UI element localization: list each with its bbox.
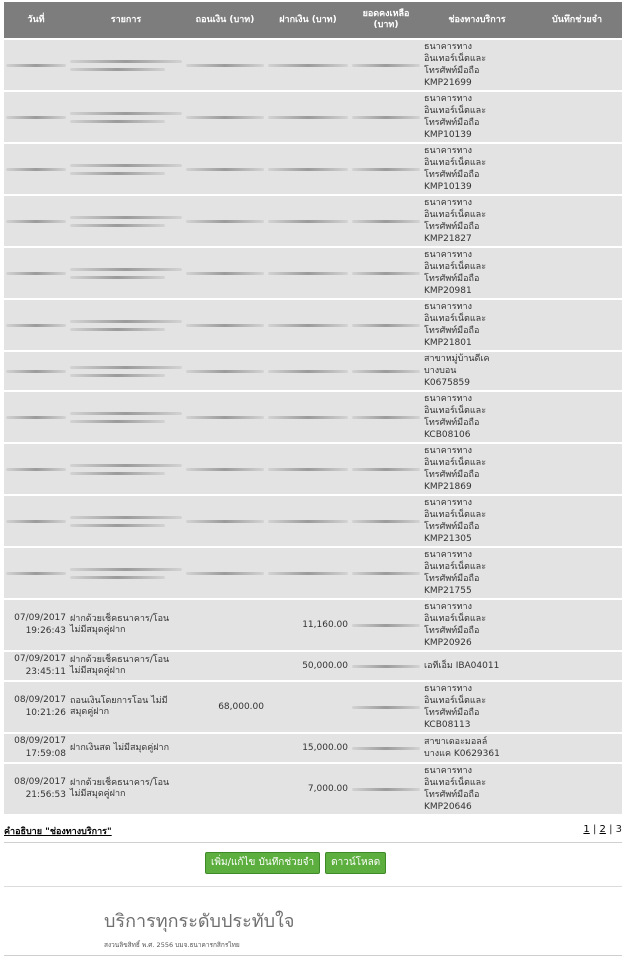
redacted-text [352,624,420,627]
cell-channel [422,92,532,142]
channel-line: ธนาคารทาง [424,684,472,694]
redacted-text [6,572,66,575]
redacted-text [186,370,264,373]
cell-channel [422,496,532,546]
cell-deposit: 7,000.00 [266,764,350,814]
redacted-text [70,120,165,123]
redacted-text [6,416,66,419]
cell-withdraw [184,300,266,350]
cell-description [68,248,184,298]
header-date: วันที่ [4,2,68,38]
cell-balance [350,444,422,494]
channel-line: อินเทอร์เน็ตและ [424,314,487,324]
cell-balance [350,248,422,298]
header-description: รายการ [68,2,184,38]
channel-line: บางบอน [424,366,457,376]
channel-line: โทรศัพท์มือถือ [424,274,480,284]
redacted-text [352,116,420,119]
redacted-text [186,272,264,275]
redacted-text [70,68,165,71]
page-separator: | [605,824,616,835]
redacted-text [6,64,66,67]
cell-memo [532,248,622,298]
channel-line: ธนาคารทาง [424,446,472,456]
table-row [4,548,622,598]
cell-deposit [266,548,350,598]
cell-deposit [266,392,350,442]
cell-balance [350,144,422,194]
channel-line: อินเทอร์เน็ตและ [424,106,487,116]
statement-table [4,0,622,816]
transaction-time: 10:21:26 [25,708,66,718]
table-row [4,352,622,390]
redacted-text [352,416,420,419]
redacted-text [268,116,348,119]
redacted-text [268,468,348,471]
cell-memo [532,300,622,350]
redacted-text [352,272,420,275]
cell-withdraw [184,496,266,546]
cell-description: ฝากด้วยเช็คธนาคาร/โอน ไม่มีสมุดคู่ฝาก [68,764,184,814]
redacted-text [268,520,348,523]
channel-line: อินเทอร์เน็ตและ [424,778,487,788]
channel-line: KMP10139 [424,182,472,192]
cell-date [4,392,68,442]
redacted-text [268,64,348,67]
redacted-text [268,220,348,223]
redacted-text [186,64,264,67]
cell-date [4,144,68,194]
cell-deposit: 11,160.00 [266,600,350,650]
redacted-text [352,324,420,327]
cell-channel [422,652,532,680]
cell-memo [532,444,622,494]
redacted-text [6,468,66,471]
channel-line: KMP20646 [424,802,472,812]
redacted-text [70,268,182,271]
cell-withdraw [184,734,266,762]
channel-line: ธนาคารทาง [424,146,472,156]
cell-deposit [266,682,350,732]
channel-line: อินเทอร์เน็ตและ [424,54,487,64]
header-deposit: ฝากเงิน (บาท) [266,2,350,38]
transaction-date: 07/09/2017 [14,654,66,664]
cell-description [68,352,184,390]
redacted-text [186,168,264,171]
channel-line: KMP20926 [424,638,472,648]
redacted-text [70,420,165,423]
cell-withdraw [184,764,266,814]
cell-description [68,40,184,90]
table-row [4,144,622,194]
cell-memo [532,92,622,142]
redacted-text [70,164,182,167]
channel-line: บางแค K0629361 [424,749,500,759]
transaction-date: 07/09/2017 [14,613,66,623]
table-row [4,652,622,680]
channel-line: K0675859 [424,378,470,388]
cell-date [4,92,68,142]
channel-line: KMP21827 [424,234,472,244]
redacted-text [352,665,420,668]
cell-deposit [266,248,350,298]
channel-line: KCB08106 [424,430,471,440]
cell-deposit [266,444,350,494]
channel-line: โทรศัพท์มือถือ [424,708,480,718]
cell-memo [532,40,622,90]
cell-date [4,652,68,680]
redacted-text [6,324,66,327]
redacted-text [352,468,420,471]
table-row [4,496,622,546]
cell-memo [532,548,622,598]
cell-date [4,352,68,390]
channel-line: โทรศัพท์มือถือ [424,222,480,232]
cell-date [4,548,68,598]
cell-memo [532,352,622,390]
redacted-text [352,706,420,709]
cell-withdraw [184,40,266,90]
action-buttons [205,852,386,874]
cell-balance [350,652,422,680]
channel-line: ธนาคารทาง [424,250,472,260]
header-balance: ยอดคงเหลือ (บาท) [350,2,422,38]
cell-deposit: 15,000.00 [266,734,350,762]
channel-line: KMP10139 [424,130,472,140]
table-row [4,392,622,442]
channel-line: ธนาคารทาง [424,602,472,612]
table-row [4,248,622,298]
redacted-text [6,168,66,171]
table-row [4,444,622,494]
page-link-2[interactable]: 2 [599,824,606,835]
redacted-text [70,60,182,63]
channel-line: KMP21699 [424,78,472,88]
channel-line: อินเทอร์เน็ตและ [424,696,487,706]
channel-line: KCB08113 [424,720,471,730]
transaction-date: 08/09/2017 [14,736,66,746]
cell-description: ฝากด้วยเช็คธนาคาร/โอน ไม่มีสมุดคู่ฝาก [68,652,184,680]
redacted-text [186,416,264,419]
table-footer [4,822,622,838]
divider [4,842,622,843]
table-row [4,682,622,732]
channel-line: ธนาคารทาง [424,94,472,104]
cell-memo [532,496,622,546]
cell-balance [350,92,422,142]
cell-channel [422,444,532,494]
redacted-text [268,272,348,275]
channel-line: ธนาคารทาง [424,302,472,312]
cell-withdraw [184,600,266,650]
divider [4,886,622,887]
redacted-text [268,572,348,575]
cell-channel [422,734,532,762]
redacted-text [70,328,165,331]
cell-deposit [266,196,350,246]
table-row [4,764,622,814]
cell-withdraw [184,196,266,246]
redacted-text [352,788,420,791]
channel-line: เอทีเอ็ม IBA04011 [424,661,500,671]
channel-line: อินเทอร์เน็ตและ [424,406,487,416]
cell-withdraw: 68,000.00 [184,682,266,732]
transaction-time: 19:26:43 [25,626,66,636]
channel-line: KMP21869 [424,482,472,492]
cell-description [68,196,184,246]
redacted-text [186,468,264,471]
redacted-text [70,224,165,227]
cell-deposit [266,300,350,350]
channel-legend-link[interactable]: คำอธิบาย "ช่องทางบริการ" [4,827,112,837]
cell-channel [422,392,532,442]
cell-date [4,764,68,814]
channel-line: อินเทอร์เน็ตและ [424,510,487,520]
redacted-text [352,168,420,171]
cell-description [68,392,184,442]
table-row [4,734,622,762]
redacted-text [6,520,66,523]
cell-deposit [266,92,350,142]
page-link-1[interactable]: 1 [583,824,590,835]
cell-balance [350,392,422,442]
channel-line: โทรศัพท์มือถือ [424,118,480,128]
cell-memo [532,392,622,442]
cell-channel [422,300,532,350]
cell-description: ถอนเงินโดยการโอน ไม่มีสมุดคู่ฝาก [68,682,184,732]
redacted-text [268,324,348,327]
redacted-text [352,64,420,67]
cell-memo [532,682,622,732]
header-withdraw: ถอนเงิน (บาท) [184,2,266,38]
channel-line: อินเทอร์เน็ตและ [424,562,487,572]
copyright-text: สงวนลิขสิทธิ์ พ.ศ. 2556 บมจ.ธนาคารกสิกรไทย [104,941,240,949]
cell-balance [350,352,422,390]
channel-line: อินเทอร์เน็ตและ [424,210,487,220]
cell-description [68,92,184,142]
cell-date [4,444,68,494]
channel-line: โทรศัพท์มือถือ [424,522,480,532]
cell-memo [532,734,622,762]
cell-channel [422,764,532,814]
cell-deposit: 50,000.00 [266,652,350,680]
cell-balance [350,764,422,814]
redacted-text [70,516,182,519]
channel-line: ธนาคารทาง [424,766,472,776]
cell-deposit [266,496,350,546]
redacted-text [70,524,165,527]
cell-channel [422,144,532,194]
channel-line: KMP20981 [424,286,472,296]
cell-channel [422,40,532,90]
cell-description [68,300,184,350]
channel-line: KMP21755 [424,586,472,596]
cell-memo [532,196,622,246]
cell-withdraw [184,248,266,298]
redacted-text [352,572,420,575]
redacted-text [268,168,348,171]
redacted-text [6,116,66,119]
cell-description [68,496,184,546]
redacted-text [70,216,182,219]
cell-withdraw [184,92,266,142]
redacted-text [352,747,420,750]
redacted-text [70,320,182,323]
channel-line: โทรศัพท์มือถือ [424,626,480,636]
channel-line: สาขาหมู่บ้านดีเค [424,354,490,364]
cell-balance [350,196,422,246]
channel-line: สาขาเดอะมอลล์ [424,737,488,747]
cell-balance [350,734,422,762]
divider [4,955,622,956]
table-row [4,300,622,350]
table-row [4,600,622,650]
redacted-text [186,324,264,327]
cell-channel [422,682,532,732]
channel-line: โทรศัพท์มือถือ [424,790,480,800]
redacted-text [268,370,348,373]
redacted-text [352,370,420,373]
redacted-text [352,220,420,223]
cell-balance [350,40,422,90]
channel-line: โทรศัพท์มือถือ [424,170,480,180]
cell-date [4,196,68,246]
cell-description [68,444,184,494]
channel-line: อินเทอร์เน็ตและ [424,158,487,168]
cell-description [68,144,184,194]
cell-withdraw [184,444,266,494]
cell-channel [422,600,532,650]
edit-memo-button[interactable]: เพิ่ม/แก้ไข บันทึกช่วยจำ [205,852,320,874]
channel-line: KMP21801 [424,338,472,348]
redacted-text [186,520,264,523]
table-header-row [4,2,622,38]
pagination [583,824,622,835]
transaction-time: 23:45:11 [25,667,66,677]
table-body [4,40,622,814]
cell-memo [532,144,622,194]
redacted-text [186,116,264,119]
channel-line: อินเทอร์เน็ตและ [424,262,487,272]
cell-balance [350,600,422,650]
transaction-date: 08/09/2017 [14,777,66,787]
channel-line: KMP21305 [424,534,472,544]
cell-channel [422,248,532,298]
cell-withdraw [184,352,266,390]
cell-channel [422,352,532,390]
channel-line: โทรศัพท์มือถือ [424,326,480,336]
cell-memo [532,764,622,814]
cell-deposit [266,144,350,194]
redacted-text [70,576,165,579]
cell-date [4,600,68,650]
cell-balance [350,548,422,598]
transaction-date: 08/09/2017 [14,695,66,705]
header-channel: ช่องทางบริการ [422,2,532,38]
cell-withdraw [184,144,266,194]
cell-memo [532,652,622,680]
channel-line: ธนาคารทาง [424,42,472,52]
bank-slogan: บริการทุกระดับประทับใจ [104,911,295,932]
page-current: 3 [615,824,622,835]
cell-channel [422,196,532,246]
page-separator: | [589,824,600,835]
cell-date [4,496,68,546]
cell-withdraw [184,392,266,442]
redacted-text [70,366,182,369]
cell-withdraw [184,548,266,598]
channel-line: อินเทอร์เน็ตและ [424,458,487,468]
redacted-text [352,520,420,523]
redacted-text [6,272,66,275]
redacted-text [268,416,348,419]
table-row [4,92,622,142]
channel-line: โทรศัพท์มือถือ [424,470,480,480]
transaction-time: 17:59:08 [25,749,66,759]
download-button[interactable]: ดาวน์โหลด [325,852,386,874]
cell-date [4,682,68,732]
cell-balance [350,300,422,350]
redacted-text [186,572,264,575]
redacted-text [70,276,165,279]
cell-balance [350,496,422,546]
cell-description: ฝากเงินสด ไม่มีสมุดคู่ฝาก [68,734,184,762]
cell-date [4,734,68,762]
cell-balance [350,682,422,732]
redacted-text [70,412,182,415]
channel-line: ธนาคารทาง [424,550,472,560]
channel-line: โทรศัพท์มือถือ [424,574,480,584]
redacted-text [70,568,182,571]
redacted-text [70,464,182,467]
redacted-text [70,374,165,377]
cell-withdraw [184,652,266,680]
cell-channel [422,548,532,598]
header-memo: บันทึกช่วยจำ [532,2,622,38]
redacted-text [6,370,66,373]
channel-line: อินเทอร์เน็ตและ [424,614,487,624]
cell-date [4,300,68,350]
channel-line: ธนาคารทาง [424,394,472,404]
table-row [4,196,622,246]
redacted-text [70,112,182,115]
cell-deposit [266,40,350,90]
redacted-text [70,472,165,475]
table-row [4,40,622,90]
redacted-text [186,220,264,223]
cell-description [68,548,184,598]
redacted-text [70,172,165,175]
cell-description: ฝากด้วยเช็คธนาคาร/โอน ไม่มีสมุดคู่ฝาก [68,600,184,650]
channel-line: ธนาคารทาง [424,198,472,208]
channel-line: โทรศัพท์มือถือ [424,66,480,76]
redacted-text [6,220,66,223]
transaction-time: 21:56:53 [25,790,66,800]
cell-date [4,40,68,90]
cell-date [4,248,68,298]
channel-line: ธนาคารทาง [424,498,472,508]
cell-memo [532,600,622,650]
cell-deposit [266,352,350,390]
channel-line: โทรศัพท์มือถือ [424,418,480,428]
